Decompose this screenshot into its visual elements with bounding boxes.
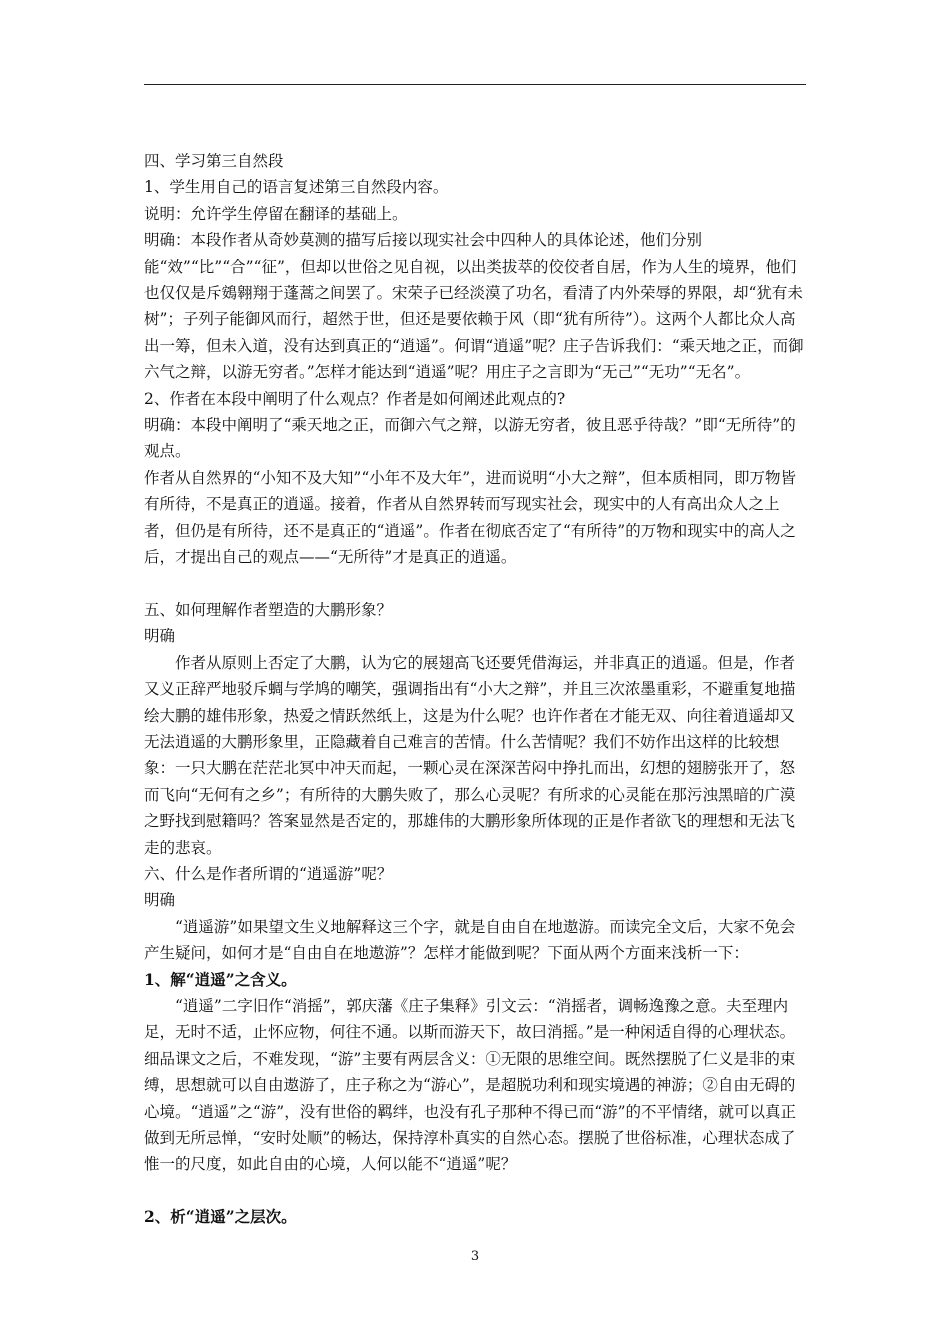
- section-4-question-2: 2、作者在本段中阐明了什么观点？作者是如何阐述此观点的?: [144, 389, 566, 408]
- section-5-body: 作者从原则上否定了大鹏，认为它的展翅高飞还要凭借海运，并非真正的逍遥。但是，作者又义正辞严地驳斥蜩与学鸠的嘲笑，强调指出有“小大之辩”，并且三次浓墨重彩，不避重复地描绘大鹏的雄伟形象，热爱之情跃然纸上，这是为什么呢？也许作者在才能无双、向往着逍遥却又无法逍遥的大鹏形象里，正隐藏着自己难言的苦情。什么苦情呢？我们不妨作出这样的比较想象：一只大鹏在茫茫北冥中冲天而起，一颗心灵在深深苦闷中挣扎而出，幻想的翅膀张开了，怒而飞向“无何有之乡”；有所待的大鹏失败了，那么心灵呢？有所求的心灵能在那污浊黑暗的广漠之野找到慰籍吗？答案显然是否定的，那雄伟的大鹏形象所体现的正是作者欲飞的理想和无法飞走的悲哀。: [144, 653, 796, 857]
- header-rule: [144, 84, 806, 85]
- blank-line: [144, 571, 806, 597]
- blank-line: [144, 1178, 806, 1204]
- document-body: [144, 148, 806, 1231]
- section-5-heading: 五、如何理解作者塑造的大鹏形象？: [144, 600, 393, 619]
- section-4-note: 说明：允许学生停留在翻译的基础上。: [144, 204, 408, 223]
- section-4-question-1: 1、学生用自己的语言复述第三自然段内容。: [144, 178, 449, 197]
- section-5-label: 明确: [144, 627, 176, 646]
- section-6-intro: “逍遥游”如果望文生义地解释这三个字，就是自由自在地遨游。而读完全文后，大家不免会产生疑问，如何才是“自由自在地遨游”？怎样才能做到呢？下面从两个方面来浅析一下：: [144, 917, 796, 963]
- page-number: 3: [470, 1249, 480, 1264]
- section-6-heading: 六、什么是作者所谓的“逍遥游”呢？: [144, 864, 393, 883]
- section-4-answer-1: 明确：本段作者从奇妙莫测的描写后接以现实社会中四种人的具体论述，他们分别能“效”“比”“合”“征”，但却以世俗之见自视，以出类拔萃的佼佼者自居，作为人生的境界，他们也仅仅是斥鴳翱翔于蓬蒿之间罢了。宋荣子已经淡漠了功名，看清了内外荣辱的界限，却“犹有未树”；子列子能御风而行，超然于世，但还是要依赖于风（即“犹有所待”）。这两个人都比众人高出一筹，但未入道，没有达到真正的“逍遥”。何谓“逍遥”呢？庄子告诉我们：“乘天地之正，而御六气之辩，以游无穷者。”怎样才能达到“逍遥”呢？用庄子之言即为“无己”“无功”“无名”。: [144, 231, 804, 382]
- section-4-answer-2-continued: 作者从自然界的“小知不及大知”“小年不及大年”，进而说明“小大之辩”，但本质相同，即万物皆有所待，不是真正的逍遥。接着，作者从自然界转而写现实社会，现实中的人有高出众人之上者，但仍是有所待，还不是真正的“逍遥”。作者在彻底否定了“有所待”的万物和现实中的高人之后，才提出自己的观点——“无所待”才是真正的逍遥。: [144, 468, 797, 567]
- section-4-heading: 四、学习第三自然段: [144, 152, 284, 170]
- section-6-subheading-1-body: “逍遥”二字旧作“消摇”，郭庆藩《庄子集释》引文云：“消摇者，调畅逸豫之意。夫至理内足，无时不适，止怀应物，何往不通。以斯而游天下，故曰消摇。”是一种闲适自得的心理状态。细品课文之后，不难发现，“游”主要有两层含义：①无限的思维空间。既然摆脱了仁义是非的束缚，思想就可以自由遨游了，庄子称之为“游心”，是超脱功利和现实境遇的神游；②自由无碍的心境。“逍遥”之“游”，没有世俗的羁绊，也没有孔子那种不得已而“游”的不平情绪，就可以真正做到无所忌惮，“安时处顺”的畅达，保持淳朴真实的自然心态。摆脱了世俗标准，心理状态成了惟一的尺度，如此自由的心境，人何以能不“逍遥”呢？: [144, 996, 797, 1174]
- section-4-answer-2: 明确：本段中阐明了“乘天地之正，而御六气之辩，以游无穷者，彼且恶乎待哉？”即“无所待”的观点。: [144, 416, 796, 461]
- section-6-subheading-2: 2、析“逍遥”之层次。: [144, 1207, 297, 1227]
- section-6-subheading-1: 1、解“逍遥”之含义。: [144, 969, 297, 989]
- section-6-label: 明确: [144, 891, 176, 910]
